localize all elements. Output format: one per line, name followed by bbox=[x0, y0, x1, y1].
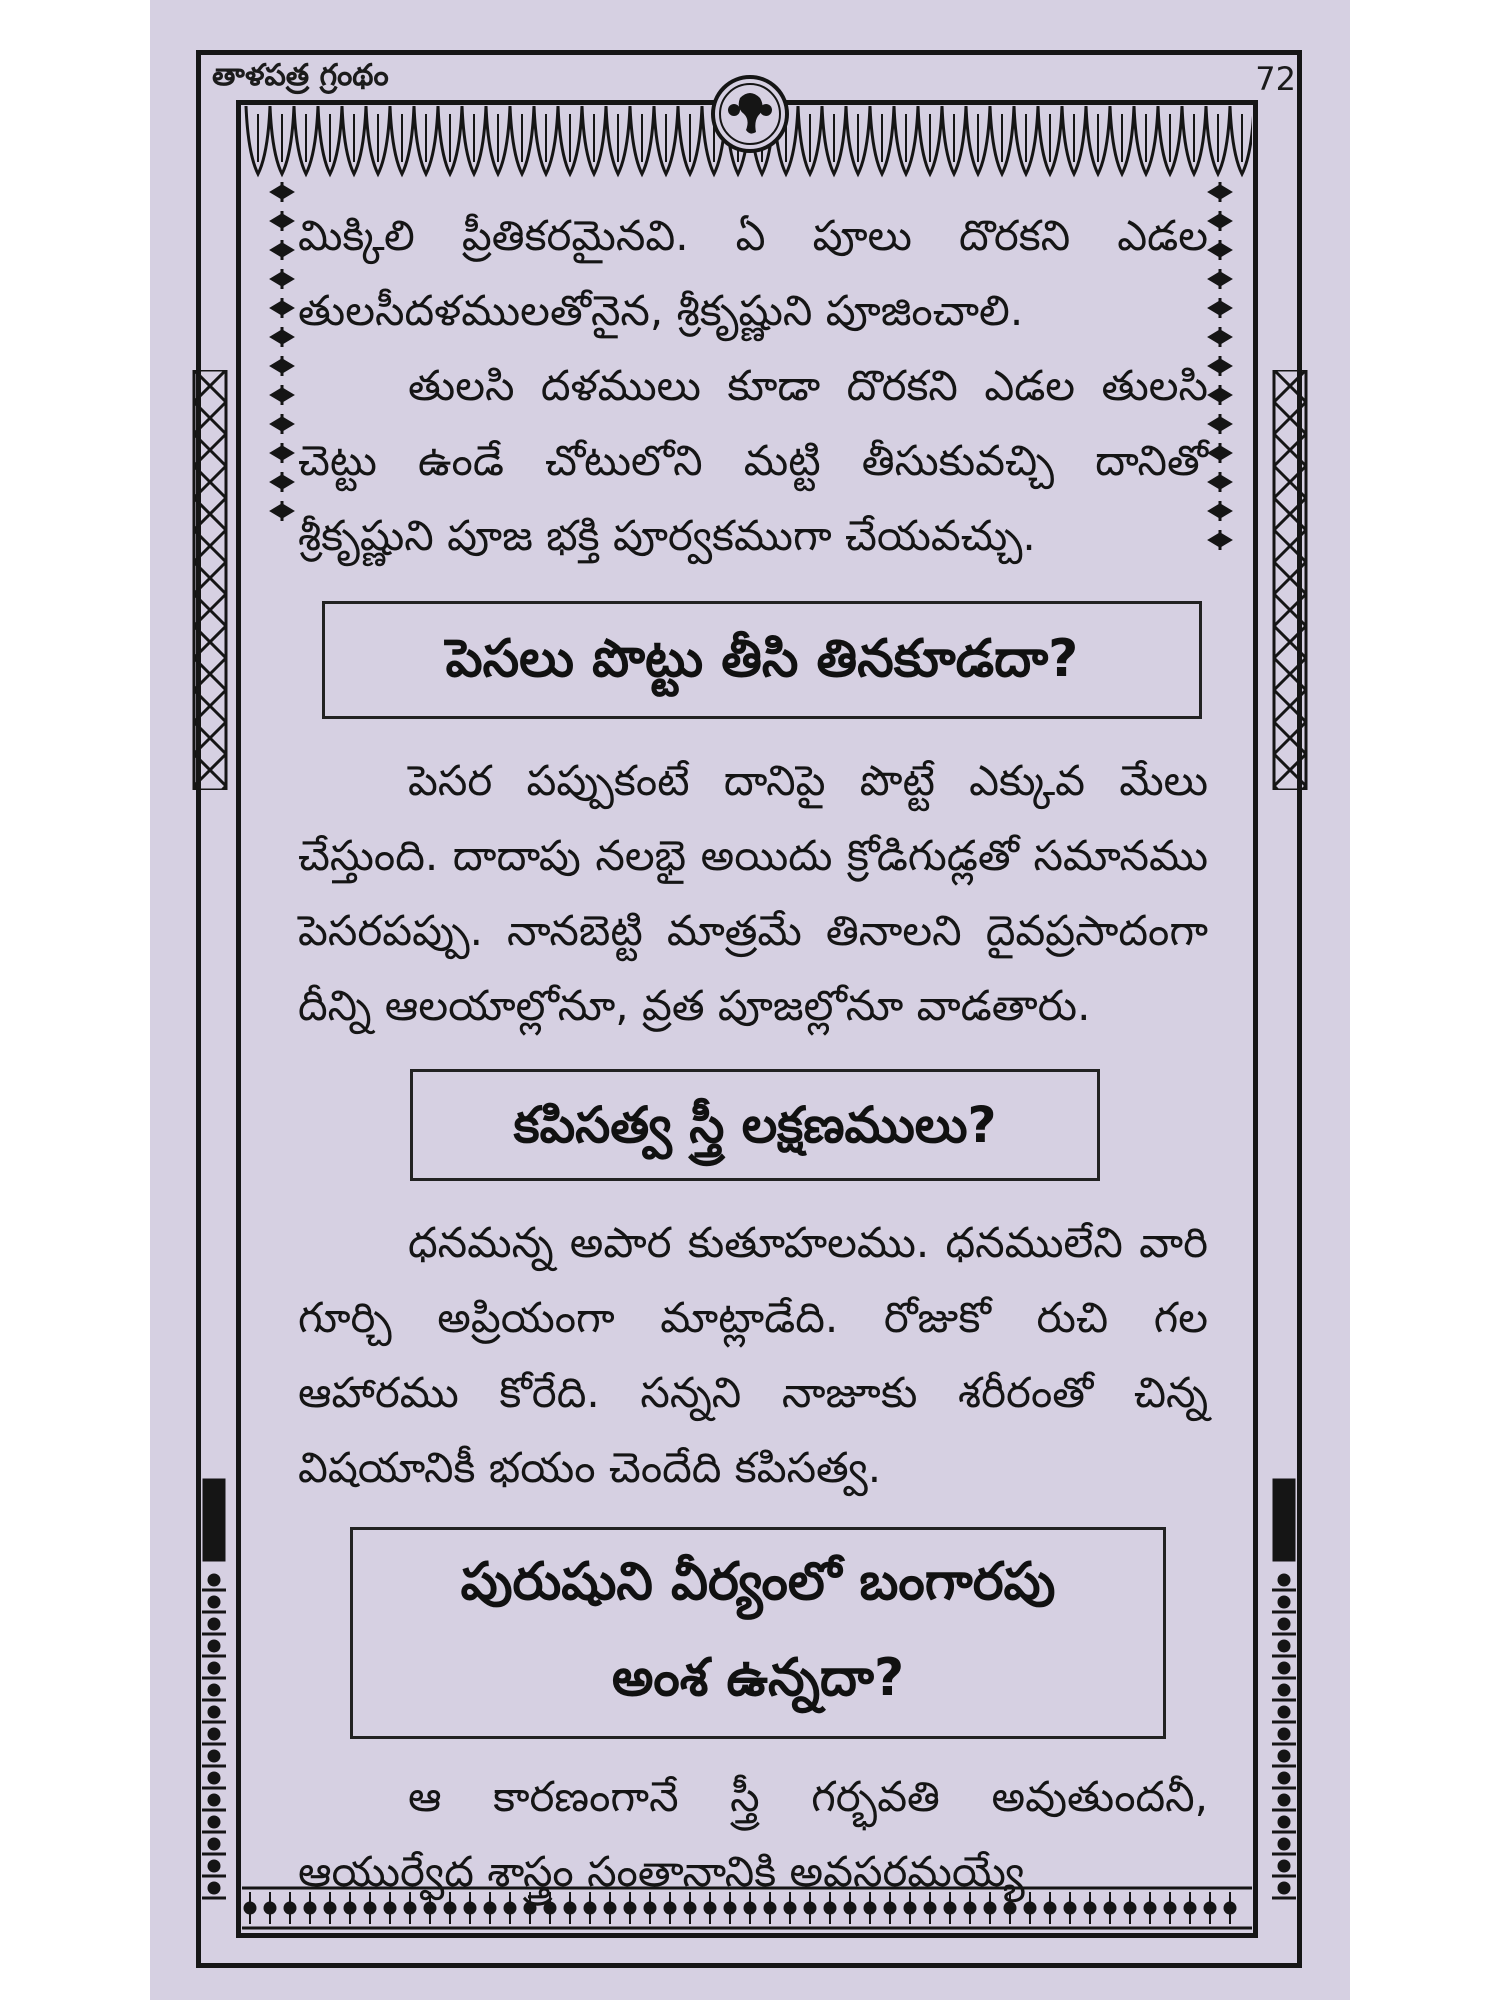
paragraph-flowers: మిక్కిలి ప్రీతికరమైనవి. ఏ పూలు దొరకని ఎడల తులసీదళములతోనైన, శ్రీకృష్ణుని పూజించాలి. bbox=[298, 211, 1208, 335]
paragraph-ayurveda: ఆ కారణంగానే స్త్రీ గర్భవతి అవుతుందనీ, ఆయుర్వేద శాస్త్రం సంతానానికి అవసరమయ్యే bbox=[298, 1772, 1208, 1896]
page-content bbox=[298, 198, 1208, 1909]
heading-veeryam-line2: అంశ ఉన్నదా? bbox=[611, 1648, 905, 1708]
paragraph-tulasi-soil: తులసి దళములు కూడా దొరకని ఎడల తులసి చెట్టు ఉండే చోటులోని మట్టి తీసుకువచ్చి దానితో శ్రీకృష్ణుని పూజ భక్తి పూర్వకముగా చేయవచ్చు. bbox=[298, 361, 1208, 560]
left-top-ornament bbox=[242, 180, 302, 540]
paragraph-kapisatva: ధనమన్న అపార కుతూహలము. ధనములేని వారి గూర్చి అప్రియంగా మాట్లాడేది. రోజుకో రుచి గల ఆహారము కోరేది. సన్నని నాజూకు శరీరంతో చిన్న విషయానికీ భయం చెందేది కపిసత్వ. bbox=[298, 1218, 1208, 1492]
heading-kapisatva: కపిసత్వ స్త్రీ లక్షణములు? bbox=[410, 1069, 1100, 1181]
ganesha-emblem bbox=[710, 74, 790, 154]
heading-veeryam-line1: పురుషుని వీర్యంలో బంగారపు bbox=[460, 1552, 1056, 1612]
paragraph-pesarapappu: పెసర పప్పుకంటే దానిపై పొట్టే ఎక్కువ మేలు చేస్తుంది. దాదాపు నలభై అయిదు క్రోడిగుడ్లతో సమానము పెసరపప్పు. నానబెట్టి మాత్రమే తినాలని దైవప్రసాదంగా దీన్ని ఆలయాల్లోనూ, వ్రత పూజల్లోనూ వాడతారు. bbox=[298, 756, 1208, 1030]
book-page bbox=[150, 0, 1350, 2000]
right-lattice-ornament bbox=[1270, 370, 1310, 790]
running-head: తాళపత్ర గ్రంథం bbox=[212, 58, 389, 93]
heading-veeryam bbox=[350, 1527, 1166, 1739]
heading-pesalu: పెసలు పొట్టు తీసి తినకూడదా? bbox=[322, 601, 1202, 719]
right-bottom-ornament bbox=[1264, 1440, 1304, 1920]
left-bottom-ornament bbox=[194, 1440, 234, 1920]
left-lattice-ornament bbox=[190, 370, 230, 790]
page-number: 72 bbox=[1255, 60, 1296, 98]
